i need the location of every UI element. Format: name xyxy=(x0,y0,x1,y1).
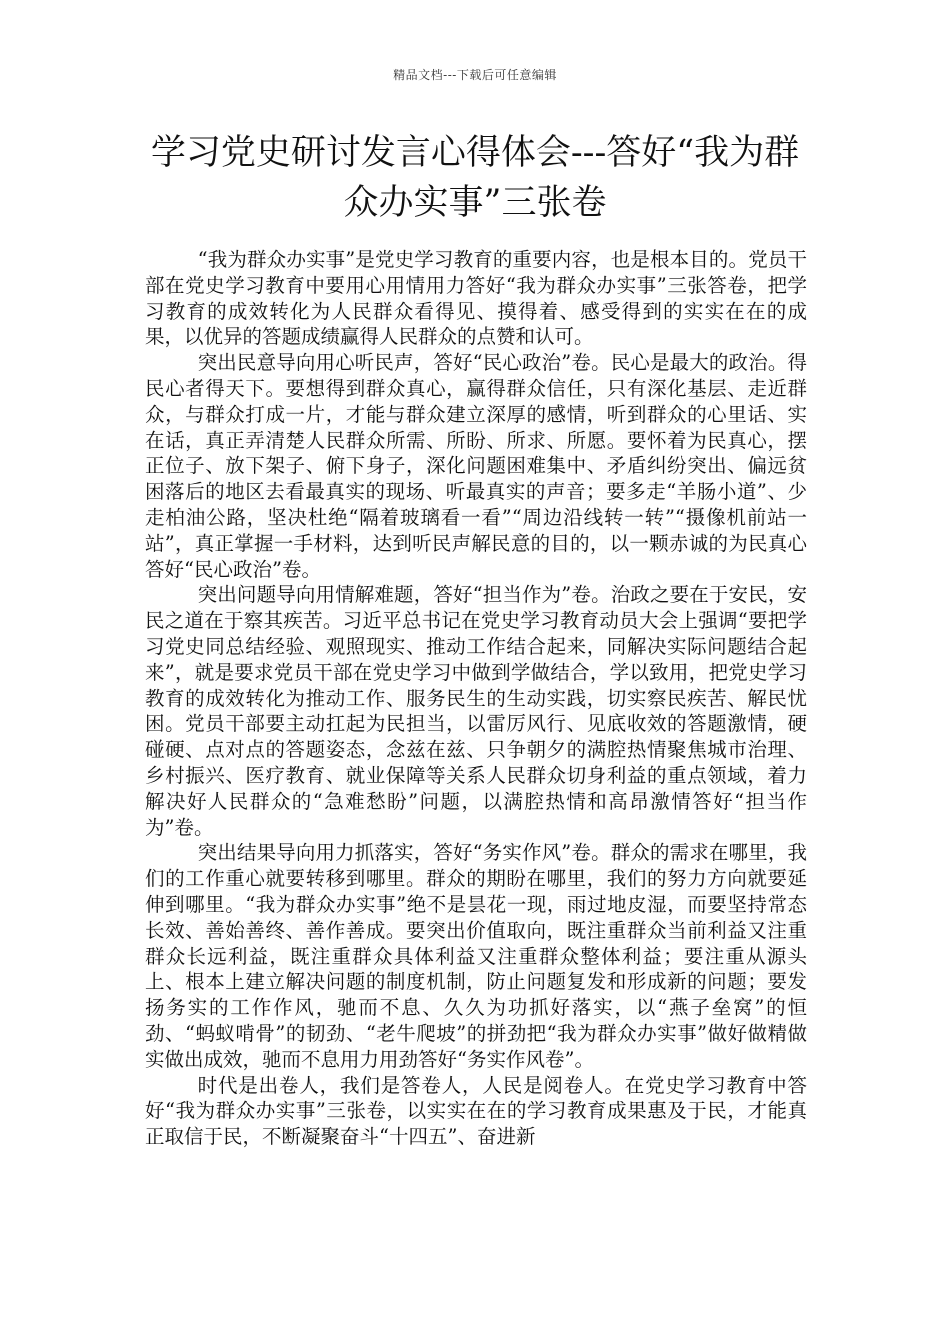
paragraph-conclusion: 时代是出卷人，我们是答卷人，人民是阅卷人。在党史学习教育中答好“我为群众办实事”三张卷，以实实在在的学习教育成果惠及于民，才能真正取信于民，不断凝聚奋斗“十四五”、奋进新 xyxy=(145,1073,807,1149)
paragraph-public-opinion: 突出民意导向用心听民声，答好“民心政治”卷。民心是最大的政治。得民心者得天下。要想得到群众真心，赢得群众信任，只有深化基层、走近群众，与群众打成一片，才能与群众建立深厚的感情，听到群众的心里话、实在话，真正弄清楚人民群众所需、所盼、所求、所愿。要怀着为民真心，摆正位子、放下架子、俯下身子，深化问题困难集中、矛盾纠纷突出、偏远贫困落后的地区去看最真实的现场、听最真实的声音；要多走“羊肠小道”、少走柏油公路，坚决杜绝“隔着玻璃看一看”“周边沿线转一转”“摄像机前站一站”，真正掌握一手材料，达到听民声解民意的目的，以一颗赤诚的为民真心答好“民心政治”卷。 xyxy=(145,351,807,581)
paragraph-results-orientation: 突出结果导向用力抓落实，答好“务实作风”卷。群众的需求在哪里，我们的工作重心就要转移到哪里。群众的期盼在哪里，我们的努力方向就要延伸到哪里。“我为群众办实事”绝不是昙花一现，雨过地皮湿，而要坚持常态长效、善始善终、善作善成。要突出价值取向，既注重群众当前利益又注重群众长远利益，既注重群众具体利益又注重群众整体利益；要注重从源头上、根本上建立解决问题的制度机制，防止问题复发和形成新的问题；要发扬务实的工作作风，驰而不息、久久为功抓好落实，以“燕子垒窝”的恒劲、“蚂蚁啃骨”的韧劲、“老牛爬坡”的拼劲把“我为群众办实事”做好做精做实做出成效，驰而不息用力用劲答好“务实作风卷”。 xyxy=(145,841,807,1071)
paragraph-problem-orientation: 突出问题导向用情解难题，答好“担当作为”卷。治政之要在于安民，安民之道在于察其疾苦。习近平总书记在党史学习教育动员大会上强调“要把学习党史同总结经验、观照现实、推动工作结合起来，同解决实际问题结合起来”，就是要求党员干部在党史学习中做到学做结合，学以致用，把党史学习教育的成效转化为推动工作、服务民生的生动实践，切实察民疾苦、解民忧困。党员干部要主动扛起为民担当，以雷厉风行、见底收效的答题激情，硬碰硬、点对点的答题姿态，念兹在兹、只争朝夕的满腔热情聚焦城市治理、乡村振兴、医疗教育、就业保障等关系人民群众切身利益的重点领域，着力解决好人民群众的“急难愁盼”问题，以满腔热情和高昂激情答好“担当作为”卷。 xyxy=(145,583,807,839)
document-title: 学习党史研讨发言心得体会---答好“我为群众办实事”三张卷 xyxy=(150,133,800,223)
header-note: 精品文档---下载后可任意编辑 xyxy=(393,68,557,82)
paragraph-intro: “我为群众办实事”是党史学习教育的重要内容，也是根本目的。党员干部在党史学习教育中要用心用情用力答好“我为群众办实事”三张答卷，把学习教育的成效转化为人民群众看得见、摸得着、感受得到的实实在在的成果，以优异的答题成绩赢得人民群众的点赞和认可。 xyxy=(145,248,807,349)
document-body xyxy=(145,247,807,1150)
